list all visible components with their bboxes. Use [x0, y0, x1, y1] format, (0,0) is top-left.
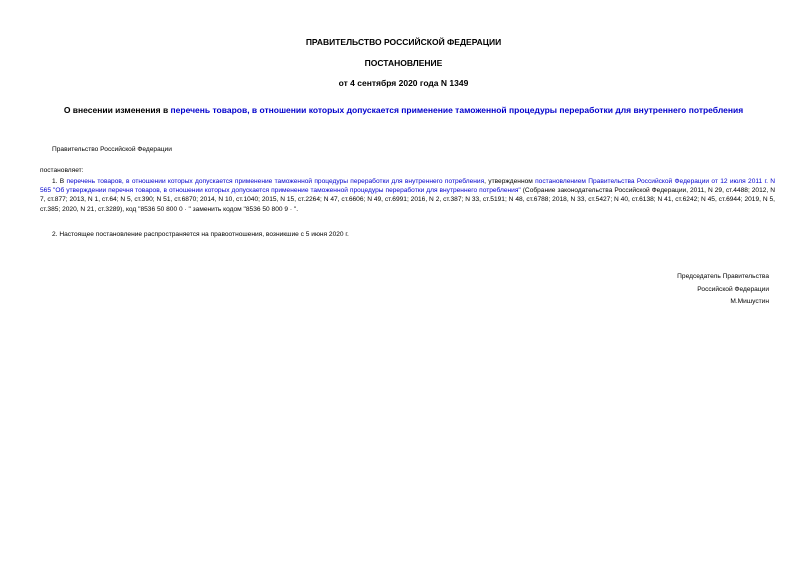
subject-prefix: О внесении изменения в	[63, 105, 171, 115]
item1-resolution-link[interactable]: постановлением Правительства Российской Федерации от 12 июля 2011 г. N 565 "Об утверждении перечня товаров, в отношении которых допускается применение таможенной процедуры переработки для внутреннего потребления"	[40, 178, 776, 195]
document-subject	[0, 105, 807, 115]
signature-name: М.Мишустин	[730, 298, 769, 305]
government-line: Правительство Российской Федерации	[52, 146, 172, 153]
item1-number: 1. В	[52, 178, 67, 185]
government-heading: ПРАВИТЕЛЬСТВО РОССИЙСКОЙ ФЕДЕРАЦИИ	[305, 37, 502, 47]
document-type: ПОСТАНОВЛЕНИЕ	[364, 58, 443, 68]
signature-block	[677, 271, 769, 309]
signature-title-2: Российской Федерации	[697, 285, 769, 293]
item1-text-2: (Собрание законодательства Российской Федерации, 2011, N 29, ст.4488; 2012, N 7, ст.877; 2013, N 1, ст.64; N 5, ст.390; N 51, ст.6870; 2014, N 10, ст.1040; 2015, N 15, ст.2264; N 47, ст.6606; N 49, ст.6991; 2016, N 2, ст.387; N 33, ст.5191; N 48, ст.6788; 2018, N 33, ст.5427; N 40, ст.6138; N 41, ст.6242; N 45, ст.6944; 2019, N 5, ст.385; 2020, N 21, ст.3289), код "8536 50 800 0 · " заменить кодом "8536 50 800 9 · ".	[40, 187, 776, 213]
paragraph-item-1	[40, 177, 775, 214]
document-date-number: от 4 сентября 2020 года N 1349	[338, 78, 469, 88]
item1-list-link[interactable]: перечень товаров, в отношении которых допускается применение таможенной процедуры переработки для внутреннего потребления	[66, 178, 485, 185]
item1-text-1: , утвержденном	[484, 178, 536, 185]
decree-word: постановляет:	[40, 167, 84, 174]
paragraph-item-2: 2. Настоящее постановление распространяется на правоотношения, возникшие с 5 июня 2020 г.	[52, 231, 349, 238]
signature-title-1: Председатель Правительства	[677, 273, 769, 280]
subject-link[interactable]: перечень товаров, в отношении которых допускается применение таможенной процедуры переработки для внутреннего потребления	[170, 105, 744, 115]
